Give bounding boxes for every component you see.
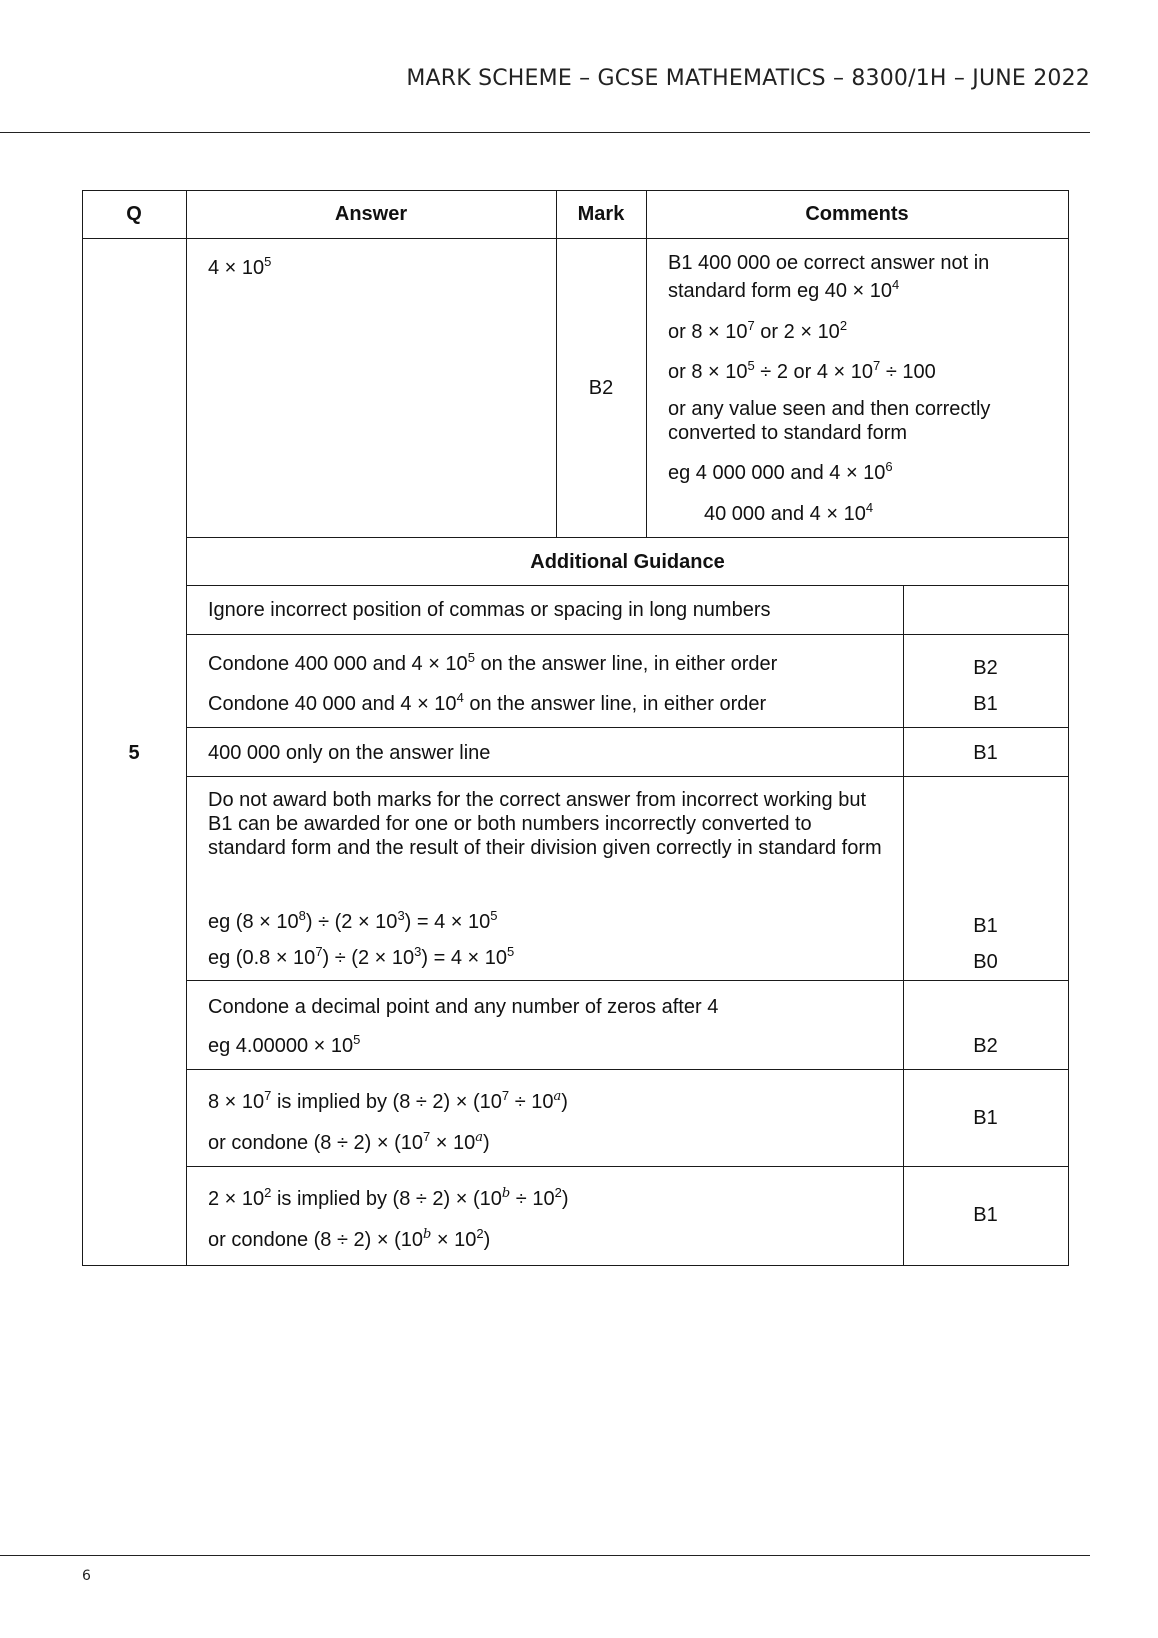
comment-line: eg 4 000 000 and $4 \times 10^6$ <box>668 459 893 484</box>
footer-rule <box>0 1555 1090 1556</box>
comment-line: or $8 \times 10^5 \div 2$ or $4 \times 10^7 \div 100$ <box>668 358 936 383</box>
guidance-mark: B2 <box>973 1035 998 1057</box>
guidance-mark: B2 <box>973 657 998 679</box>
mark-cell: B2 <box>588 377 614 399</box>
guidance-text: Condone a decimal point and any number of zeros after 4 <box>208 996 719 1018</box>
page-number: 6 <box>82 1568 91 1584</box>
header-mark: Mark <box>577 203 625 225</box>
guidance-text: Condone 40 000 and $4 \times 10^4$ on the answer line, in either order <box>208 690 767 715</box>
comment-line: standard form eg $40 \times 10^4$ <box>668 277 900 302</box>
comment-line: B1 400 000 oe correct answer not in <box>668 252 990 274</box>
guidance-text: $8 \times 10^7$ is implied by $(8 \div 2) \times (10^7 \div 10^a)$ <box>208 1088 568 1113</box>
guidance-text: Condone 400 000 and $4 \times 10^5$ on the answer line, in either order <box>208 650 778 675</box>
guidance-mark: B0 <box>973 951 998 973</box>
question-number: 5 <box>128 742 140 764</box>
header-answer: Answer <box>334 203 408 225</box>
guidance-example: eg $(0.8 \times 10^7) \div (2 \times 10^3) = 4 \times 10^5$ <box>208 944 515 969</box>
additional-guidance-title: Additional Guidance <box>530 551 725 573</box>
guidance-text: or condone $(8 \div 2) \times (10^b \times 10^2)$ <box>208 1226 491 1251</box>
header-q: Q <box>126 203 142 225</box>
guidance-example: eg $(8 \times 10^8) \div (2 \times 10^3) = 4 \times 10^5$ <box>208 908 498 933</box>
guidance-mark: B1 <box>973 915 998 937</box>
guidance-text: Ignore incorrect position of commas or spacing in long numbers <box>208 599 771 621</box>
guidance-mark: B1 <box>973 1107 998 1129</box>
guidance-mark: B1 <box>973 1204 998 1226</box>
guidance-example: eg $4.00000 \times 10^5$ <box>208 1032 361 1057</box>
guidance-text: Do not award both marks for the correct answer from incorrect working but B1 can be awarded for one or both numbers incorrectly converted to standard form and the result of their division given correctly in standard form <box>208 789 882 859</box>
comment-line: or any value seen and then correctly <box>668 398 991 420</box>
comment-line: converted to standard form <box>668 422 908 444</box>
answer-cell: $4 \times 10^5$ <box>208 254 272 279</box>
comment-line: or $8 \times 10^7$ or $2 \times 10^2$ <box>668 318 848 343</box>
guidance-mark: B1 <box>973 742 998 764</box>
guidance-mark: B1 <box>973 693 998 715</box>
guidance-text: or condone $(8 \div 2) \times (10^7 \times 10^a)$ <box>208 1129 490 1154</box>
header-comments: Comments <box>805 203 909 225</box>
guidance-text: $2 \times 10^2$ is implied by $(8 \div 2) \times (10^b \div 10^2)$ <box>208 1185 569 1210</box>
comment-line: 40 000 and $4 \times 10^4$ <box>704 500 874 525</box>
guidance-text: 400 000 only on the answer line <box>208 742 491 764</box>
page-header: MARK SCHEME – GCSE MATHEMATICS – 8300/1H – JUNE 2022 <box>406 66 1090 91</box>
